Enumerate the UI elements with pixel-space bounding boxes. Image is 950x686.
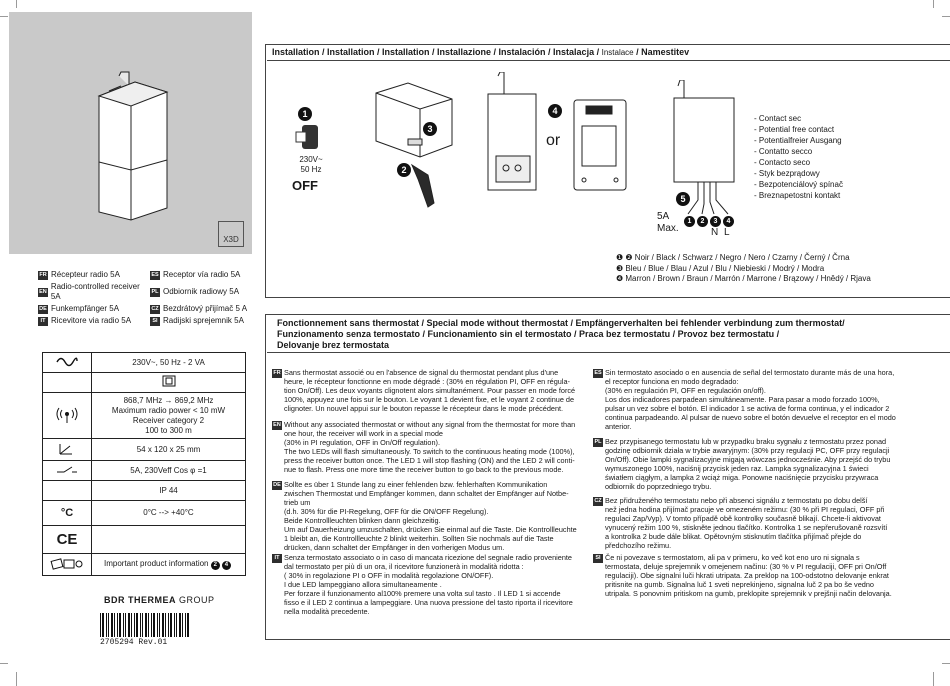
wire-4-badge: 4	[723, 216, 734, 227]
paragraph-line: trieb um	[284, 498, 311, 507]
barcode-bar	[153, 613, 155, 637]
barcode-bar	[131, 613, 132, 637]
spec-table	[42, 352, 246, 576]
paragraph-line: drücken, dann schaltet der Empfänger in den vorherigen Modus um.	[284, 543, 505, 552]
or-label: or	[546, 132, 561, 149]
crop-mark	[933, 0, 934, 8]
paragraph-line: fisso e il LED 2 continua a lampeggiare. Una nuova pressione del tasto riporta il ricevitore	[284, 598, 573, 607]
crop-mark	[16, 0, 17, 8]
barcode-bar	[174, 613, 175, 637]
dimensions-spec: 54 x 120 x 25 mm	[92, 439, 246, 461]
barcode-bar	[111, 613, 113, 637]
open-case-illustration	[368, 75, 458, 215]
barcode-bar	[157, 613, 158, 637]
paragraph-line: odbiornik do poprzedniego trybu.	[605, 482, 712, 491]
documents-icon	[43, 554, 92, 576]
language-item	[38, 316, 150, 326]
paragraph-line: Sin termostato asociado o en ausencia de señal del termostato durante más de una hora,	[605, 368, 895, 377]
language-label: Radio-controlled receiver 5A	[50, 282, 140, 301]
paragraph-fr	[273, 368, 576, 413]
language-code-badge: SI	[150, 317, 160, 326]
wire-color-item: ❹ Marron / Brown / Braun / Marrón / Marrone / Brązowy / Hnědý / Rjava	[616, 274, 871, 283]
paragraph-line: On/Off). Obie lampki sygnalizacyjne migają wówczas jednocześnie. Aby przejść do trybu	[605, 455, 891, 464]
step-4-badge: 4	[548, 104, 562, 118]
product-image-panel	[9, 12, 252, 254]
barcode-bar	[182, 613, 183, 637]
wire-1-badge: 1	[684, 216, 695, 227]
paragraph-line: Without any associated thermostat or without any signal from the thermostat for more than	[284, 420, 576, 429]
paragraph-line: clignoter. Un nouvel appui sur le bouton repasse le récepteur dans le mode précédent.	[284, 404, 564, 413]
language-label: Ricevitore via radio 5A	[51, 316, 132, 325]
paragraph-line: utripala. S ponovnim pritiskom na gumb, preklopite sprejemnik v prejšnji način delovanja.	[605, 589, 892, 598]
paragraph-line: Senza termostato associato o in caso di mancata ricezione del segnale radio proveniente	[284, 553, 572, 562]
language-code-badge: FR	[39, 271, 47, 278]
barcode-bar	[125, 613, 126, 637]
step-3-badge: 3	[423, 122, 437, 136]
barcode-bar	[148, 613, 149, 637]
ce-mark-icon: CE	[43, 526, 92, 554]
paragraph-en	[273, 420, 576, 474]
paragraph-line: godzinę odbiornik działa w trybie awaryjnym: (30% przy regulacji PC, OFF przy regulacji	[605, 446, 890, 455]
barcode-bar	[102, 613, 104, 637]
divider	[267, 352, 950, 353]
barcode-bar	[142, 613, 143, 637]
barcode-bar	[114, 613, 115, 637]
barcode-bar	[159, 613, 160, 637]
language-label: Funkempfänger 5A	[51, 304, 120, 313]
breaker-off-icon	[290, 122, 330, 154]
paragraph-line: Per forzare il funzionamento al100% premere una volta sul tasto . Il LED 1 si accende	[284, 589, 561, 598]
switching-spec: 5A, 230Veff Cos φ =1	[92, 461, 246, 481]
paragraph-de	[273, 480, 577, 552]
paragraph-line: a kontrolka 2 bude dále blikat. Opětovným stisknutím tlačítka přijímač přejde do	[605, 532, 862, 541]
barcode-bar	[119, 613, 121, 637]
voltage-label: 230V~ 50 Hz	[299, 155, 323, 174]
language-code-badge: FR	[273, 370, 281, 376]
terminal-n-label: N	[711, 227, 719, 238]
paragraph-line: 100%, appuyez une fois sur le bouton. Le voyant 1 devient fixe, et le voyant 2 continue de	[284, 395, 575, 404]
language-code-badge: CZ	[594, 498, 602, 504]
paragraph-line: światłem ciągłym, a lampka 2 wciąż miga. Ponowne naciśnięcie przycisku przywraca	[605, 473, 879, 482]
crop-mark	[942, 16, 950, 17]
barcode-bar	[117, 613, 118, 637]
relay-switch-icon	[43, 461, 92, 481]
barcode-bar	[108, 613, 109, 637]
paragraph-line: pritisnite na gumb. Signalna luč 1 sveti neprekinjeno, signalna luč 2 pa bo še vedno	[605, 580, 874, 589]
paragraph-line: continua parpadeando. Al pulsar de nuevo sobre el botón devuelve el receptor en el modo	[605, 413, 896, 422]
paragraph-line: Um auf Dauerheizung umzuschalten, drücken Sie einmal auf die Taste. Die Kontrollleuchte	[284, 525, 577, 534]
crop-mark	[942, 663, 950, 664]
paragraph-line: I due LED lampeggiano allora simultaneamente .	[284, 580, 442, 589]
language-code-badge: IT	[38, 317, 48, 326]
language-code-badge: IT	[272, 554, 282, 563]
language-label: Radijski sprejemnik 5A	[163, 316, 244, 325]
contact-item: - Contacto seco	[754, 158, 811, 167]
language-code-badge: DE	[39, 305, 47, 312]
paragraph-line: termostata, deluje sprejemnik v omejenem načinu: (30 % v PI regulaciji, OFF pri On/Off	[605, 562, 887, 571]
title-line: Delovanje brez termostata	[277, 340, 390, 350]
barcode-bar	[106, 613, 107, 637]
radio-spec: 868,7 MHz → 869,2 MHz Maximum radio power < 10 mW Receiver category 2 100 to 300 m	[92, 393, 246, 439]
wall-mount-illustration	[480, 72, 540, 194]
barcode-bar	[128, 613, 130, 637]
paragraph-line: než jedna hodina přijímač pracuje ve omezeném režimu: (30 % při PI regulaci, OFF při	[605, 505, 885, 514]
step-5-badge: 5	[676, 192, 690, 206]
language-code-badge: ES	[151, 271, 159, 278]
language-item	[150, 316, 262, 326]
no-thermostat-title	[277, 318, 937, 351]
wire-3-badge: 3	[710, 216, 721, 227]
paragraph-es	[594, 368, 896, 431]
paragraph-line: Sollte es über 1 Stunde lang zu einer fehlenden bzw. fehlerhaften Kommunikation	[284, 480, 548, 489]
paragraph-line: (d.h. 30% für die PI-Regelung, OFF für die ON/OFF Regelung).	[284, 507, 489, 516]
step-1-badge: 1	[298, 107, 312, 121]
important-info: Important product information 2 4	[92, 554, 246, 576]
language-item	[38, 282, 150, 302]
paragraph-line: The two LEDs will flash simultaneously. To switch to the continuous heating mode (100%),	[284, 447, 575, 456]
paragraph-line: anterior.	[605, 422, 632, 431]
language-code-badge: EN	[273, 422, 281, 428]
paragraph-line: heure, le récepteur fonctionne en mode dégradé : (30% en régulation PI, OFF en régula-	[284, 377, 570, 386]
installation-title: Installation / Installation / Installation / Installazione / Instalación / Instalacja / Instalace / Namestitev	[272, 47, 690, 57]
barcode-bar	[179, 613, 181, 637]
title-line: Fonctionnement sans thermostat / Special mode without thermostat / Empfängerverhalten bei fehlender verbindung zum thermostat/	[277, 318, 845, 328]
paragraph-line: press the receiver button once. The LED 1 will stop flashing (ON) and the LED 2 will conti-	[284, 456, 575, 465]
paragraph-line: regulaciji). Obe signalni luči hkrati utripata. Za preklop na 100-odstotno delovanje enkrat	[605, 571, 889, 580]
paragraph-pl	[594, 437, 891, 491]
paragraph-line: wymuszonego 100%, naciśnij przycisk jeden raz. Lampka sygnalizacyjna 1 świeci	[605, 464, 869, 473]
barcode-bar	[123, 613, 124, 637]
barcode-bar	[145, 613, 147, 637]
barcode-bar	[187, 613, 189, 637]
wire-color-item: ❸ Bleu / Blue / Blau / Azul / Blu / Niebieski / Modrý / Modra	[616, 263, 825, 273]
barcode-bar	[134, 613, 135, 637]
barcode-text: 2705294 Rev.01	[100, 638, 168, 647]
paragraph-line: Če ni povezave s termostatom, ali pa v primeru, ko več kot eno uro ni signala s	[605, 553, 860, 562]
paragraph-line: dal termostato per più di un ora, il ricevitore funzionerà in modalità ridotta :	[284, 562, 524, 571]
paragraph-line: 1 bleibt an, die Kontrollleuchte 2 blinkt weiterhin. Sollten Sie nochmals auf die Taste	[284, 534, 554, 543]
paragraph-line: regulaci Zap/Vyp). V tomto případě obě kontrolky současně blikají. Chcete-li aktivovat	[605, 514, 881, 523]
crop-mark	[0, 16, 8, 17]
contact-item: - Contact sec	[754, 114, 802, 123]
paragraph-line: tion On/Off). Les deux voyants clignotent alors simultanément. Pour passer en mode forcé	[284, 386, 576, 395]
contact-item: - Potential free contact	[754, 125, 835, 134]
language-item	[150, 270, 262, 280]
language-code-badge: DE	[273, 482, 281, 488]
paragraph-line: pulsar un vez sobre el botón. El indicador 1 se activa de forma continua, y el indicador 2	[605, 404, 890, 413]
paragraph-line: Beide Kontrollleuchten blinken dann gleichzeitig.	[284, 516, 441, 525]
paragraph-line: ( 30% in regolazione PI o OFF in modalità regolazione ON/OFF).	[284, 571, 494, 580]
paragraph-si	[595, 553, 892, 598]
contact-item: - Potentialfreier Ausgang	[754, 136, 842, 145]
radio-signal-icon	[43, 393, 92, 439]
temperature-spec: 0°C --> +40°C	[92, 501, 246, 526]
language-item	[150, 304, 262, 314]
language-label: Odbiornik radiowy 5A	[163, 287, 240, 296]
title-line: Funzionamento senza termostato / Funcionamiento sin el termostato / Praca bez termostatu / Provoz bez termostatu /	[277, 329, 780, 339]
paragraph-line: nella modalità precedente.	[284, 607, 370, 616]
language-code-badge: ES	[594, 370, 602, 376]
receiver-product-illustration	[9, 12, 252, 254]
ac-wave-icon	[43, 353, 92, 373]
brand-logo: BDR THERMEA GROUP	[104, 595, 215, 605]
max-current-label: 5A Max.	[657, 211, 679, 234]
language-title-list	[38, 270, 268, 326]
barcode-bar	[136, 613, 138, 637]
paragraph-line: Sans thermostat associé ou en l'absence de signal du thermostat pendant plus d'une	[284, 368, 559, 377]
contact-item: - Styk bezprądowy	[754, 169, 820, 178]
barcode-bar	[185, 613, 186, 637]
barcode-bar	[165, 613, 166, 637]
barcode-bar	[100, 613, 101, 637]
divider	[267, 60, 950, 61]
x3d-badge: X3D	[218, 221, 244, 247]
paragraph-line: Los dos indicadores parpadean simultáneamente. Para pasar a modo forzado 100%,	[605, 395, 880, 404]
paragraph-line: el receptor funciona en modo degradado:	[605, 377, 739, 386]
crop-mark	[0, 663, 8, 664]
class-ii-icon	[92, 373, 246, 393]
language-item	[38, 270, 150, 280]
paragraph-line: (30% in PI regulation, OFF in On/Off regulation).	[284, 438, 441, 447]
language-label: Récepteur radio 5A	[51, 270, 120, 279]
paragraph-line: Bez přidruženého termostatu nebo při absenci signálu z termostatu po dobu delší	[605, 496, 868, 505]
step-2-badge: 2	[397, 163, 411, 177]
step-2-ref: 2	[211, 561, 220, 570]
contact-list	[754, 113, 843, 201]
contact-item: - Contatto secco	[754, 147, 813, 156]
crop-mark	[933, 672, 934, 686]
language-code-badge: SI	[593, 554, 603, 563]
wire-color-item: ❶ ❷ Noir / Black / Schwarz / Negro / Nero / Czarny / Černý / Črna	[616, 253, 850, 262]
language-label: Receptor vía radio 5A	[163, 270, 241, 279]
crop-mark	[16, 672, 17, 686]
language-code-badge: EN	[39, 288, 47, 295]
step-4-ref: 4	[222, 561, 231, 570]
back-cover-illustration	[570, 98, 630, 194]
off-label: OFF	[292, 178, 318, 193]
contact-item: - Breznapetostni kontakt	[754, 191, 841, 200]
language-label: Bezdrátový přijímač 5 A	[163, 304, 248, 313]
paragraph-line: Bez przypisanego termostatu lub w przypadku braku sygnału z termostatu przez ponad	[605, 437, 887, 446]
paragraph-cz	[594, 496, 888, 550]
temperature-icon: °C	[43, 501, 92, 526]
paragraph-line: vynucený režim 100 %, stiskněte jednou tlačítko. Kontrolka 1 se nepřerušovaně rozsvítí	[605, 523, 888, 532]
barcode-bar	[176, 613, 177, 637]
contact-item: - Bezpotenciálový spínač	[754, 180, 843, 189]
barcode-bar	[140, 613, 141, 637]
language-item	[150, 282, 262, 302]
paragraph-line: one hour, the receiver will work in a special mode	[284, 429, 443, 438]
language-item	[38, 304, 150, 314]
wire-2-badge: 2	[697, 216, 708, 227]
dimensions-icon	[43, 439, 92, 461]
barcode-bar	[168, 613, 169, 637]
power-spec: 230V~, 50 Hz - 2 VA	[92, 353, 246, 373]
paragraph-line: zwischen Thermostat und Empfänger kommen, dann schaltet der Empfänger auf Notbe-	[284, 489, 569, 498]
paragraph-line: (30% en regulación PI, OFF en regulación on/off).	[605, 386, 766, 395]
paragraph-line: předchozího režimu.	[605, 541, 672, 550]
ip-rating: IP 44	[92, 481, 246, 501]
paragraph-line: nue to flash. Press one more time the receiver button to go back to the previous mode.	[284, 465, 564, 474]
barcode-bar	[170, 613, 172, 637]
terminal-l-label: L	[724, 227, 730, 238]
language-code-badge: PL	[594, 439, 602, 445]
barcode	[100, 613, 192, 637]
paragraph-it	[274, 553, 573, 616]
language-code-badge: PL	[151, 288, 159, 295]
barcode-bar	[162, 613, 164, 637]
barcode-bar	[151, 613, 152, 637]
wire-color-list	[616, 253, 871, 285]
language-code-badge: CZ	[151, 305, 159, 312]
